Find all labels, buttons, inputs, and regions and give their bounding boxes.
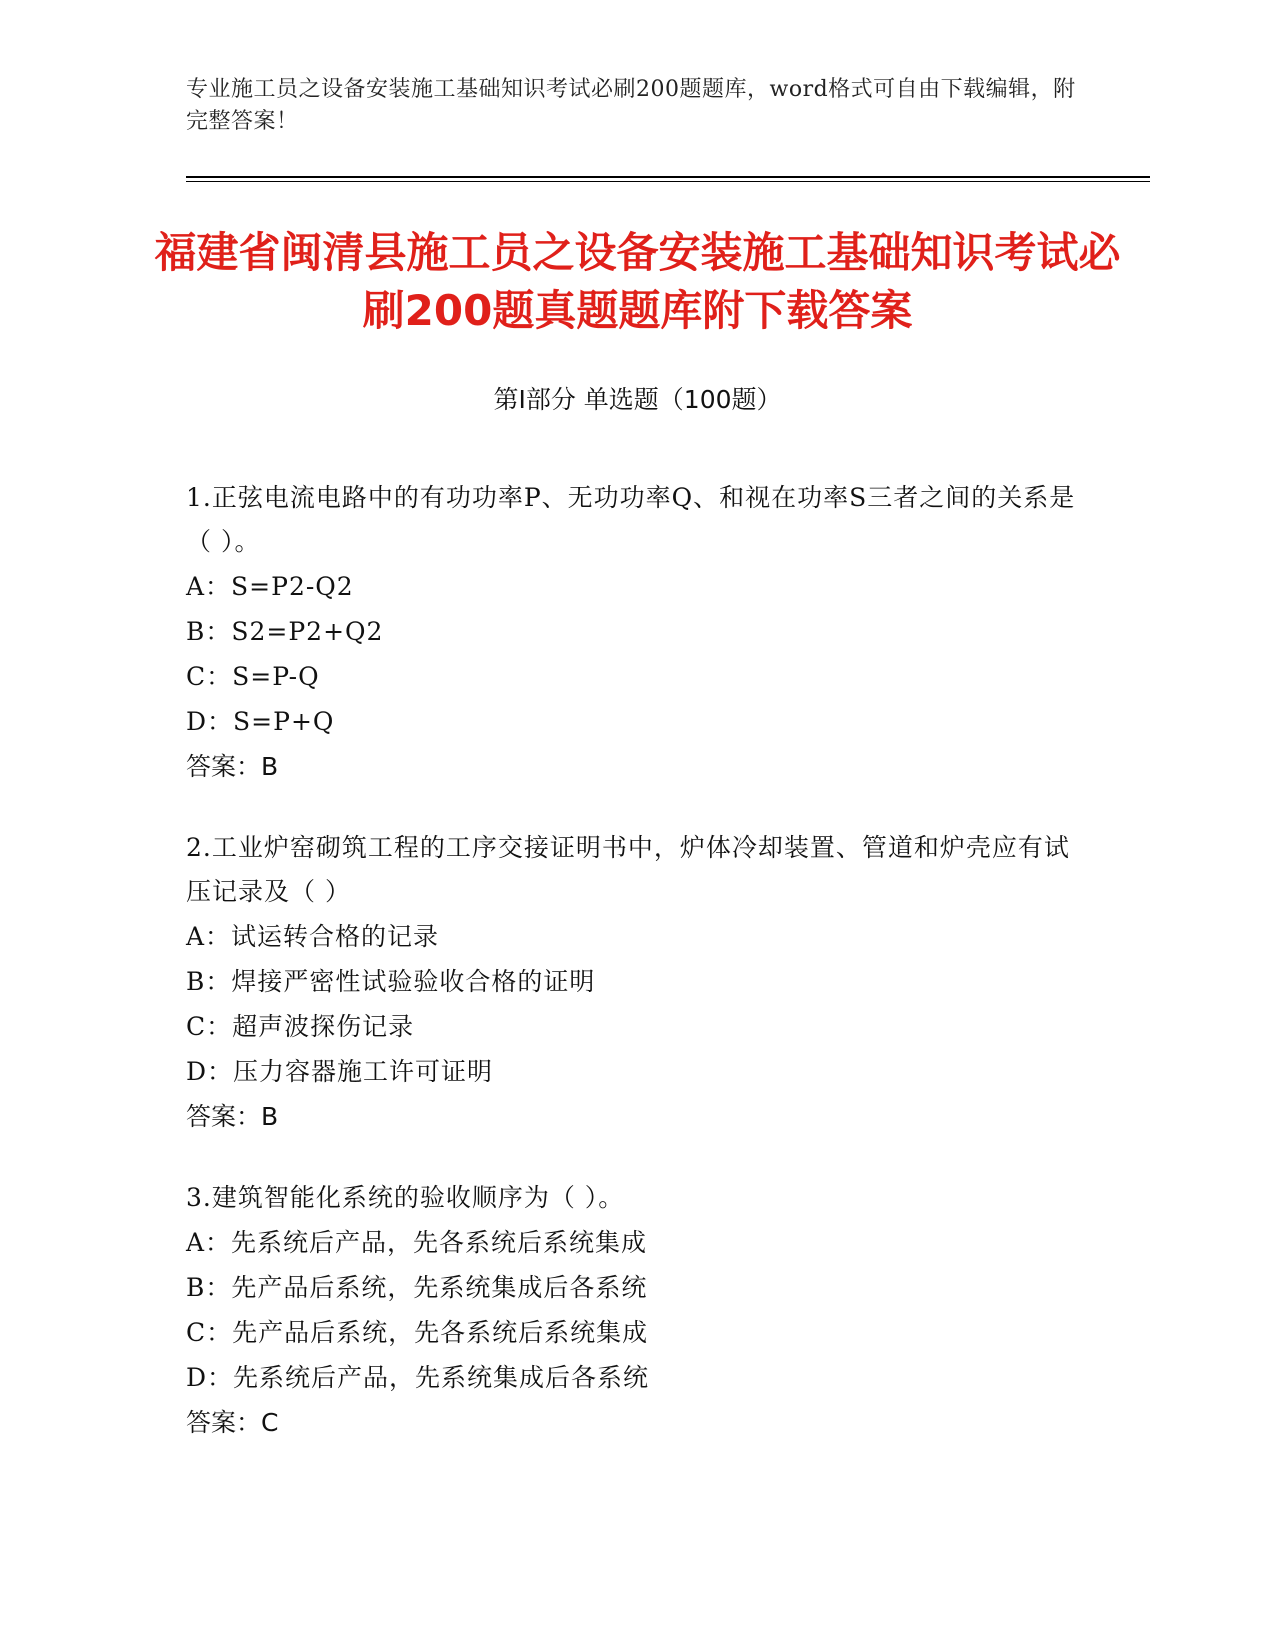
option-c: C：超声波探伤记录	[186, 1012, 415, 1041]
option-d: D：S=P+Q	[186, 707, 335, 736]
option-a: A：试运转合格的记录	[186, 922, 440, 951]
question-list	[186, 476, 1086, 1482]
header-rule-thick	[186, 176, 1150, 178]
answer: 答案：B	[186, 752, 279, 781]
option-d: D：压力容器施工许可证明	[186, 1057, 494, 1086]
question-3	[186, 1176, 1086, 1446]
option-b: B：焊接严密性试验验收合格的证明	[186, 967, 596, 996]
header-note: 专业施工员之设备安装施工基础知识考试必刷200题题库，word格式可自由下载编辑，附完整答案！	[186, 77, 1076, 134]
section-title: 第Ⅰ部分 单选题（100题）	[493, 385, 782, 414]
option-c: C：S=P-Q	[186, 662, 320, 691]
question-stem: 3.建筑智能化系统的验收顺序为（ ）。	[186, 1183, 625, 1212]
option-a: A：S=P2-Q2	[186, 572, 354, 601]
option-d: D：先系统后产品，先系统集成后各系统	[186, 1363, 650, 1392]
option-b: B：S2=P2+Q2	[186, 617, 384, 646]
question-stem: 1.正弦电流电路中的有功功率P、无功功率Q、和视在功率S三者之间的关系是（ ）。	[186, 483, 1076, 556]
option-c: C：先产品后系统，先各系统后系统集成	[186, 1318, 649, 1347]
document-title: 福建省闽清县施工员之设备安装施工基础知识考试必刷200题真题题库附下载答案	[154, 228, 1121, 335]
answer: 答案：B	[186, 1102, 279, 1131]
header-rule-thin	[186, 181, 1150, 182]
answer: 答案：C	[186, 1408, 279, 1437]
question-2	[186, 826, 1086, 1140]
question-stem: 2.工业炉窑砌筑工程的工序交接证明书中，炉体冷却装置、管道和炉壳应有试压记录及（ ）	[186, 833, 1070, 906]
option-a: A：先系统后产品，先各系统后系统集成	[186, 1228, 648, 1257]
question-1	[186, 476, 1086, 790]
option-b: B：先产品后系统，先系统集成后各系统	[186, 1273, 648, 1302]
